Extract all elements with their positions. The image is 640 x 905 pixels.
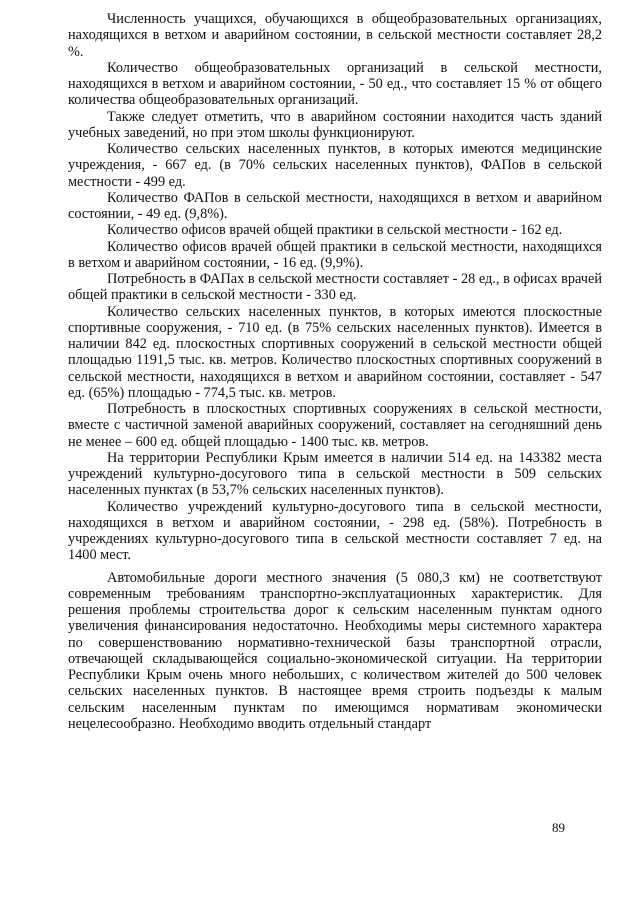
paragraph-dilapidated-fap: Количество ФАПов в сельской местности, находящихся в ветхом и аварийном состоянии, - 49 ед. (9,8%). xyxy=(68,189,602,222)
paragraph-gp-offices: Количество офисов врачей общей практики в сельской местности - 162 ед. xyxy=(107,222,563,239)
paragraph-dilapidated-schools-count: Количество общеобразовательных организаций в сельской местности, находящихся в ветхом и аварийном состоянии, - 50 ед., что составляет 15 % от общего количества общеобразовательных организаций. xyxy=(68,59,602,109)
paragraph-medical-needs: Потребность в ФАПах в сельской местности составляет - 28 ед., в офисах врачей общей практики в сельской местности - 330 ед. xyxy=(68,271,602,304)
paragraph-medical-institutions: Количество сельских населенных пунктов, в которых имеются медицинские учреждения, - 667 ед. (в 70% сельских населенных пунктов), ФАПов в сельской местности - 499 ед. xyxy=(68,141,602,190)
paragraph-emergency-school-buildings: Также следует отметить, что в аварийном состоянии находится часть зданий учебных заведений, но при этом школы функционируют. xyxy=(68,108,602,141)
page-number: 89 xyxy=(552,820,565,835)
paragraph-students-in-dilapidated-schools: Численность учащихся, обучающихся в общеобразовательных организациях, находящихся в ветхом и аварийном состоянии, в сельской местности составляет 28,2 %. xyxy=(68,11,602,60)
paragraph-cultural-institutions: На территории Республики Крым имеется в наличии 514 ед. на 143382 места учреждений культурно-досугового типа в сельской местности в 509 сельских населенных пунктах (в 53,7% сельских населенных пунктов). xyxy=(68,449,602,499)
paragraph-dilapidated-gp-offices: Количество офисов врачей общей практики в сельской местности, находящихся в ветхом и аварийном состоянии, - 16 ед. (9,9%). xyxy=(68,238,602,271)
paragraph-sports-needs: Потребность в плоскостных спортивных сооружениях в сельской местности, вместе с частичной заменой аварийных сооружений, составляет на сегодняшний день не менее – 600 ед. общей площадью - 1400 тыс. кв. метров. xyxy=(68,401,602,450)
paragraph-dilapidated-cultural-institutions: Количество учреждений культурно-досугового типа в сельской местности, находящихся в ветхом и аварийном состоянии, - 298 ед. (58%). Потребность в учреждениях культурно-досугового типа в сельской местности составляет 7 ед. на 1400 мест. xyxy=(68,498,602,564)
paragraph-sports-facilities: Количество сельских населенных пунктов, в которых имеются плоскостные спортивные сооружения, - 710 ед. (в 75% сельских населенных пунктов). Имеется в наличии 842 ед. плоскостных спортивных сооружений в сельской местности общей площадью 1191,5 тыс. кв. метров. Количество плоскостных спортивных сооружений в сельской местности, находящихся в ветхом и аварийном состоянии, составляет - 547 ед. (65%) площадью - 774,5 тыс. кв. метров. xyxy=(68,303,602,401)
paragraph-local-roads: Автомобильные дороги местного значения (5 080,3 км) не соответствуют современным требованиям транспортно-эксплуатационных характеристик. Для решения проблемы строительства дорог к сельским населенным пунктам одного увеличения финансирования недостаточно. Необходимы меры системного характера по совершенствованию нормативно-технической базы транспортной отрасли, отвечающей складывающейся социально-экономической ситуации. На территории Республики Крым очень много небольших, с количеством жителей до 500 человек сельских населенных пунктов. В настоящее время строить подъезды к малым сельским населенным пунктам по имеющимся нормативам экономически нецелесообразно. Необходимо вводить отдельный стандарт xyxy=(68,569,602,732)
